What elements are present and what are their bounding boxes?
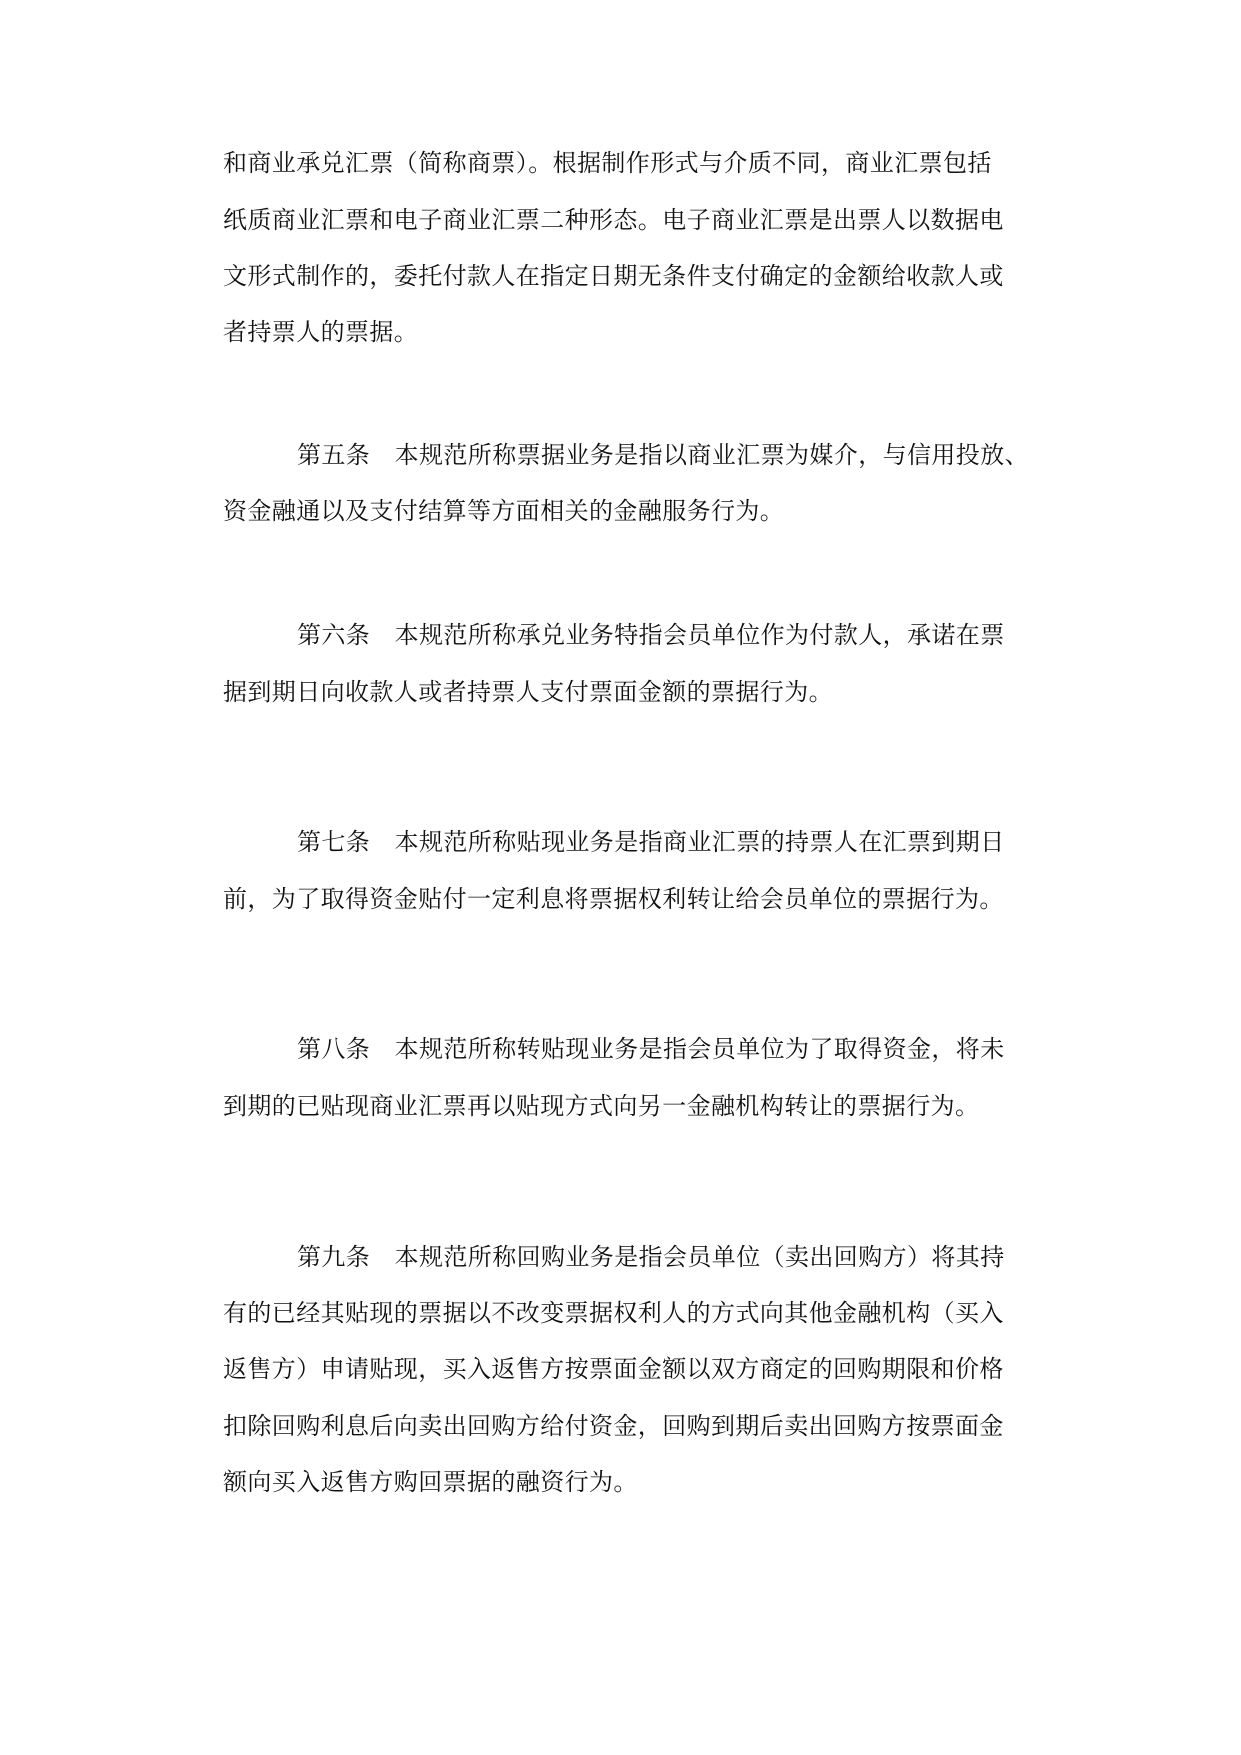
article-6-line-1: 第六条 本规范所称承兑业务特指会员单位作为付款人，承诺在票 — [297, 621, 1005, 649]
article-9-line-3: 返售方）申请贴现，买入返售方按票面金额以双方商定的回购期限和价格 — [223, 1355, 1004, 1383]
paragraph-1-line-1: 和商业承兑汇票（简称商票）。根据制作形式与介质不同，商业汇票包括 — [223, 149, 992, 177]
paragraph-1-line-2: 纸质商业汇票和电子商业汇票二种形态。电子商业汇票是出票人以数据电 — [223, 206, 1004, 234]
article-9-line-2: 有的已经其贴现的票据以不改变票据权利人的方式向其他金融机构（买入 — [223, 1299, 1004, 1327]
article-5-line-2: 资金融通以及支付结算等方面相关的金融服务行为。 — [223, 497, 785, 525]
article-8-line-1: 第八条 本规范所称转贴现业务是指会员单位为了取得资金，将未 — [297, 1035, 1005, 1063]
paragraph-1-line-4: 者持票人的票据。 — [223, 318, 419, 346]
article-9-line-1: 第九条 本规范所称回购业务是指会员单位（卖出回购方）将其持 — [297, 1243, 1005, 1271]
article-9-line-4: 扣除回购利息后向卖出回购方给付资金，回购到期后卖出回购方按票面金 — [223, 1412, 1004, 1440]
article-5-line-1: 第五条 本规范所称票据业务是指以商业汇票为媒介，与信用投放、 — [297, 441, 1029, 469]
article-7-line-2: 前，为了取得资金贴付一定利息将票据权利转让给会员单位的票据行为。 — [223, 885, 1004, 913]
article-9-line-5: 额向买入返售方购回票据的融资行为。 — [223, 1468, 638, 1496]
paragraph-1-line-3: 文形式制作的，委托付款人在指定日期无条件支付确定的金额给收款人或 — [223, 262, 1004, 290]
article-6-line-2: 据到期日向收款人或者持票人支付票面金额的票据行为。 — [223, 678, 833, 706]
article-7-line-1: 第七条 本规范所称贴现业务是指商业汇票的持票人在汇票到期日 — [297, 828, 1005, 856]
article-8-line-2: 到期的已贴现商业汇票再以贴现方式向另一金融机构转让的票据行为。 — [223, 1092, 980, 1120]
